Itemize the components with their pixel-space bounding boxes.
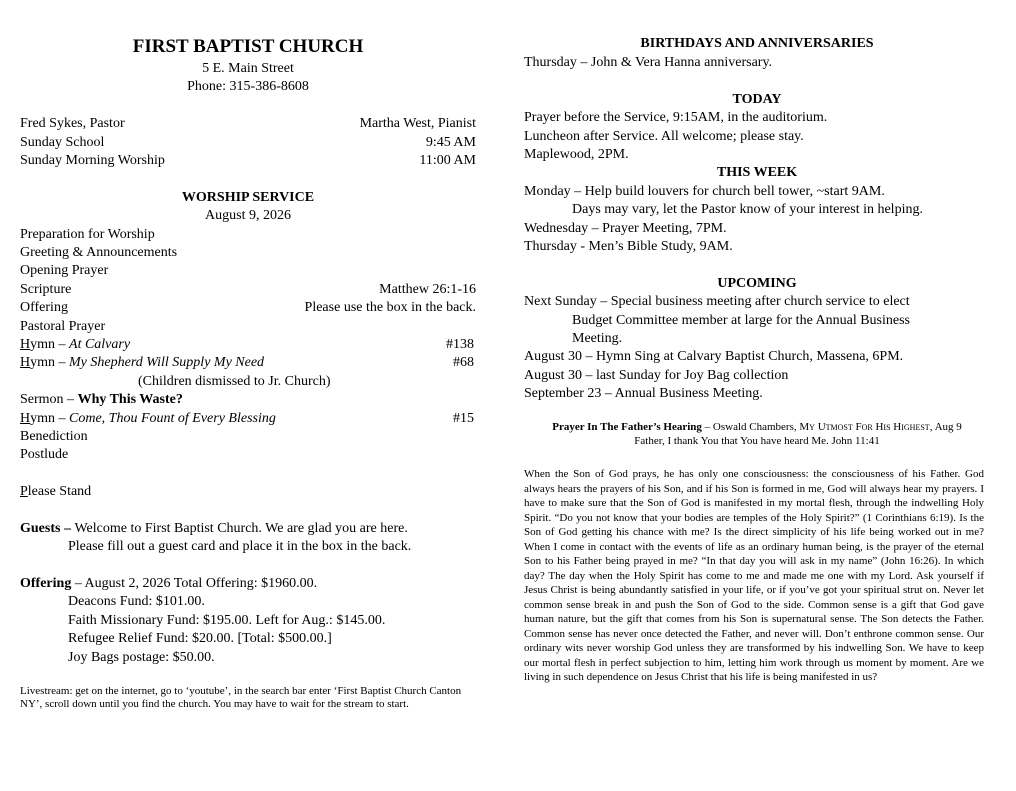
staff-left: Sunday Morning Worship <box>20 153 165 168</box>
staff-right: 11:00 AM <box>419 153 476 168</box>
week-item: Monday – Help build louvers for church bell tower, ~start 9AM. <box>524 184 885 199</box>
order-item: Postlude <box>20 447 69 462</box>
hymn-label: ymn – <box>30 355 70 370</box>
sermon-row <box>20 391 476 409</box>
children-note: (Children dismissed to Jr. Church) <box>138 374 331 389</box>
please-stand-note <box>20 483 476 501</box>
hymn-row <box>20 410 476 428</box>
sermon-title: Why This Waste? <box>77 392 183 407</box>
upcoming-item: September 23 – Annual Business Meeting. <box>524 386 763 401</box>
sermon-label: Sermon – <box>20 392 78 407</box>
hymn-row <box>20 354 476 372</box>
today-item: Maplewood, 2PM. <box>524 147 629 162</box>
stand-text: lease Stand <box>27 484 92 499</box>
this-week-heading: THIS WEEK <box>716 165 798 180</box>
staff-row <box>20 134 476 152</box>
upcoming-item: August 30 – Hymn Sing at Calvary Baptist Church, Massena, 6PM. <box>524 349 904 364</box>
order-item: Greeting & Announcements <box>20 245 178 260</box>
devotional-title-line <box>524 420 990 434</box>
hymn-label: ymn – <box>30 337 70 352</box>
offering-note: Please use the box in the back. <box>304 300 476 315</box>
guests-text: Welcome to First Baptist Church. We are glad you are here. <box>74 521 408 536</box>
week-item: Wednesday – Prayer Meeting, 7PM. <box>524 221 727 236</box>
birthdays-line: Thursday – John & Vera Hanna anniversary. <box>524 55 773 70</box>
hymn-initial: H <box>20 355 31 370</box>
week-item: Thursday - Men’s Bible Study, 9AM. <box>524 239 733 254</box>
upcoming-item: August 30 – last Sunday for Joy Bag collection <box>524 368 789 383</box>
staff-right: 9:45 AM <box>425 135 476 150</box>
hymn-number: #138 <box>446 337 474 352</box>
guests-line <box>20 520 476 538</box>
church-name: FIRST BAPTIST CHURCH <box>132 36 364 57</box>
devotional-verse: Father, I thank You that You have heard Me. John 11:41 <box>634 435 880 447</box>
offering-item: Faith Missionary Fund: $195.00. Left for Aug.: $145.00. <box>68 613 386 628</box>
order-item: Pastoral Prayer <box>20 319 106 334</box>
scripture-row <box>20 281 476 299</box>
offering-item: Joy Bags postage: $50.00. <box>68 650 215 665</box>
today-item: Prayer before the Service, 9:15AM, in the auditorium. <box>524 110 828 125</box>
devotional-book: My Utmost For His Highest <box>799 421 930 433</box>
order-item: Preparation for Worship <box>20 227 155 242</box>
offering-summary-label: Offering <box>20 576 72 591</box>
scripture-ref: Matthew 26:1-16 <box>379 282 476 297</box>
devotional-author: – Oswald Chambers, <box>701 421 800 433</box>
offering-row <box>20 299 476 317</box>
staff-row <box>20 152 476 170</box>
order-item: Benediction <box>20 429 88 444</box>
devotional-title: Prayer In The Father’s Hearing <box>552 421 702 433</box>
devotional-date: , Aug 9 <box>929 421 962 433</box>
worship-heading: WORSHIP SERVICE <box>181 190 315 205</box>
hymn-row <box>20 336 476 354</box>
hymn-number: #15 <box>453 411 474 426</box>
hymn-number: #68 <box>453 355 474 370</box>
hymn-title: Come, Thou Fount of Every Blessing <box>69 411 276 426</box>
devotional-body: When the Son of God prays, he has only one consciousness: the consciousness of his Father. God always hears the prayers of his Son, and if his Son is formed in me, God will always hear my prayers. I have to make sure that the Son of God is manifested in my mortal flesh, through the indwelling Holy Spirit. “Do you not know that your bodies are temples of the Holy Spirit?” (1 Corinthians 6:19). Is the Son of God getting his chance with me? Is the direct simplicity of his life being worked out in me? When I come in contact with the events of life as an ordinary human being, is the prayer of the eternal Son to his Father being prayed in me? “In that day you will ask in my name” (John 16:26). In which day? The day when the Holy Spirit has come to me and made me one with my Lord. Ask yourself if Jesus Christ is being abundantly satisfied in your life, or if you’ve got your spiritual strut on. Never let common sense break in and push the Son of God to the side. Common sense is a gift that God gave human nature, but the gift that comes from his Son is supernatural sense. The Son detects the Father. Common sense has never once detected the Father, and never will. Don’t enthrone common sense. Our ordinary wits never worship God unless they are transformed by his indwelling Son. We have to keep our mortal flesh in perfect subjection to him, letting him work through us moment by moment. Are we living in such dependence on Jesus Christ that his life is being manifested in us? <box>524 468 984 683</box>
scripture-label: Scripture <box>20 282 72 297</box>
guests-line-2: Please fill out a guest card and place it in the box in the back. <box>68 539 412 554</box>
staff-left: Fred Sykes, Pastor <box>20 116 125 131</box>
upcoming-item-cont: Meeting. <box>572 331 623 346</box>
staff-right: Martha West, Pianist <box>359 116 476 131</box>
offering-summary-text: – August 2, 2026 Total Offering: $1960.00. <box>71 576 318 591</box>
offering-summary <box>20 575 476 593</box>
offering-item: Deacons Fund: $101.00. <box>68 594 205 609</box>
upcoming-item: Next Sunday – Special business meeting after church service to elect <box>524 294 910 309</box>
today-item: Luncheon after Service. All welcome; please stay. <box>524 129 804 144</box>
church-address: 5 E. Main Street <box>202 61 294 76</box>
today-heading: TODAY <box>732 92 782 107</box>
church-phone: Phone: 315-386-8608 <box>187 79 309 94</box>
staff-left: Sunday School <box>20 135 105 150</box>
birthdays-heading: BIRTHDAYS AND ANNIVERSARIES <box>640 36 874 51</box>
order-item: Opening Prayer <box>20 263 109 278</box>
hymn-initial: H <box>20 337 31 352</box>
offering-item: Refugee Relief Fund: $20.00. [Total: $500.00.] <box>68 631 332 646</box>
worship-date: August 9, 2026 <box>205 208 291 223</box>
staff-row <box>20 115 476 133</box>
hymn-initial: H <box>20 411 31 426</box>
hymn-label: ymn – <box>30 411 70 426</box>
upcoming-heading: UPCOMING <box>717 276 797 291</box>
livestream-note: Livestream: get on the internet, go to ‘youtube’, in the search bar enter ‘First Baptist Church Canton NY’, scroll down until you find the church. You may have to wait for the stream to start. <box>20 685 462 710</box>
offering-label: Offering <box>20 300 68 315</box>
guests-label: Guests – <box>20 521 75 536</box>
week-item-cont: Days may vary, let the Pastor know of your interest in helping. <box>572 202 923 217</box>
upcoming-item-cont: Budget Committee member at large for the Annual Business <box>572 313 911 328</box>
hymn-title: At Calvary <box>69 337 131 352</box>
stand-initial: P <box>20 484 28 499</box>
hymn-title: My Shepherd Will Supply My Need <box>69 355 265 370</box>
